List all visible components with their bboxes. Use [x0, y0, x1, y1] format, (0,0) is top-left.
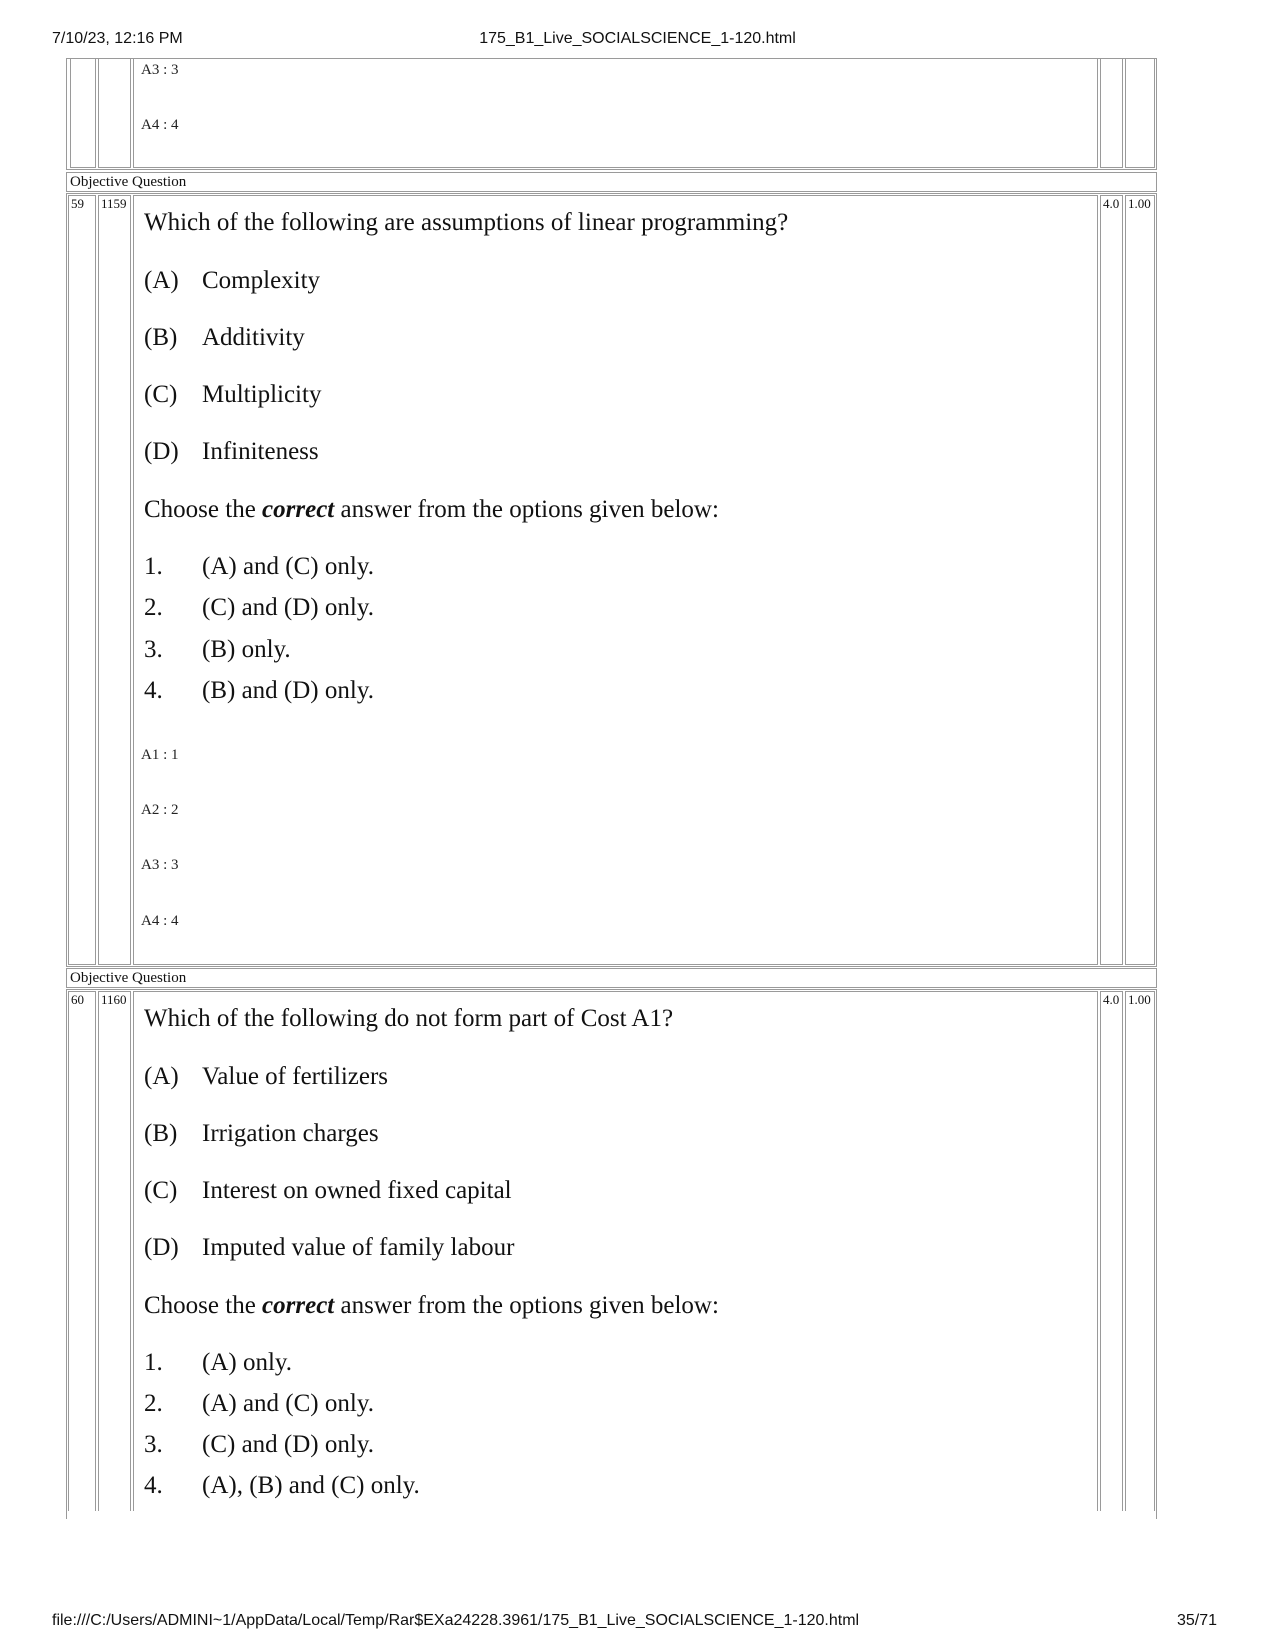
answer-option: A1 : 1: [141, 747, 179, 763]
statement-label: (D): [144, 438, 179, 465]
answer-option: A4 : 4: [141, 913, 179, 929]
section-label-row: [66, 172, 1157, 192]
option-number: 1.: [144, 553, 163, 580]
section-label: Objective Question: [70, 174, 187, 190]
option-text: (A), (B) and (C) only.: [202, 1472, 420, 1499]
question-negative-marks: 1.00: [1125, 991, 1155, 1511]
option-number: 3.: [144, 1431, 163, 1458]
question-serial: 60: [68, 991, 96, 1511]
answer-option: A2 : 2: [141, 802, 179, 818]
question-serial: 59: [68, 195, 96, 965]
prev-negative-cell: [1125, 58, 1155, 168]
answer-option: A3 : 3: [141, 857, 179, 873]
statement-label: (B): [144, 1120, 178, 1147]
instruction-text: Choose the correct answer from the options given below:: [144, 496, 719, 523]
option-number: 2.: [144, 1390, 163, 1417]
statement-text: Imputed value of family labour: [202, 1234, 515, 1261]
print-title: 175_B1_Live_SOCIALSCIENCE_1-120.html: [479, 30, 796, 47]
statement-text: Multiplicity: [202, 381, 322, 408]
question-text: Which of the following are assumptions of linear programming?: [144, 209, 789, 236]
statement-text: Value of fertilizers: [202, 1063, 389, 1090]
option-text: (A) and (C) only.: [202, 553, 374, 580]
statement-text: Additivity: [202, 324, 305, 351]
statement-text: Interest on owned fixed capital: [202, 1177, 512, 1204]
question-negative-marks: 1.00: [1125, 195, 1155, 965]
prev-id-cell: [98, 58, 131, 168]
option-number: 2.: [144, 594, 163, 621]
question-marks: 4.0: [1100, 991, 1123, 1511]
option-number: 4.: [144, 1472, 163, 1499]
answer-option: A3 : 3: [141, 62, 179, 78]
statement-label: (B): [144, 324, 178, 351]
instruction-text: Choose the correct answer from the options given below:: [144, 1292, 719, 1319]
section-label: Objective Question: [70, 970, 187, 986]
print-date: 7/10/23, 12:16 PM: [52, 30, 183, 47]
statement-label: (A): [144, 267, 179, 294]
option-text: (A) only.: [202, 1349, 293, 1376]
statement-text: Irrigation charges: [202, 1120, 379, 1147]
statement-label: (C): [144, 1177, 178, 1204]
question-id: 1160: [98, 991, 131, 1511]
prev-content-cell: [133, 58, 1098, 168]
option-number: 3.: [144, 636, 163, 663]
option-text: (C) and (D) only.: [202, 594, 374, 621]
question-marks: 4.0: [1100, 195, 1123, 965]
option-text: (B) and (D) only.: [202, 677, 374, 704]
option-text: (B) only.: [202, 636, 291, 663]
statement-label: (C): [144, 381, 178, 408]
statement-text: Complexity: [202, 267, 321, 294]
section-label-row: [66, 968, 1157, 988]
print-page-number: 35/71: [1176, 1612, 1217, 1629]
statement-label: (A): [144, 1063, 179, 1090]
answer-option: A4 : 4: [141, 117, 179, 133]
print-file-path: file:///C:/Users/ADMINI~1/AppData/Local/Temp/Rar$EXa24228.3961/175_B1_Live_SOCIALSCIENCE_1-120.html: [52, 1612, 860, 1629]
prev-marks-cell: [1100, 58, 1123, 168]
statement-text: Infiniteness: [202, 438, 319, 465]
question-id: 1159: [98, 195, 131, 965]
option-number: 4.: [144, 677, 163, 704]
statement-label: (D): [144, 1234, 179, 1261]
prev-serial-cell: [70, 58, 96, 168]
option-text: (C) and (D) only.: [202, 1431, 374, 1458]
question-text: Which of the following do not form part of Cost A1?: [144, 1005, 674, 1032]
option-number: 1.: [144, 1349, 163, 1376]
option-text: (A) and (C) only.: [202, 1390, 374, 1417]
